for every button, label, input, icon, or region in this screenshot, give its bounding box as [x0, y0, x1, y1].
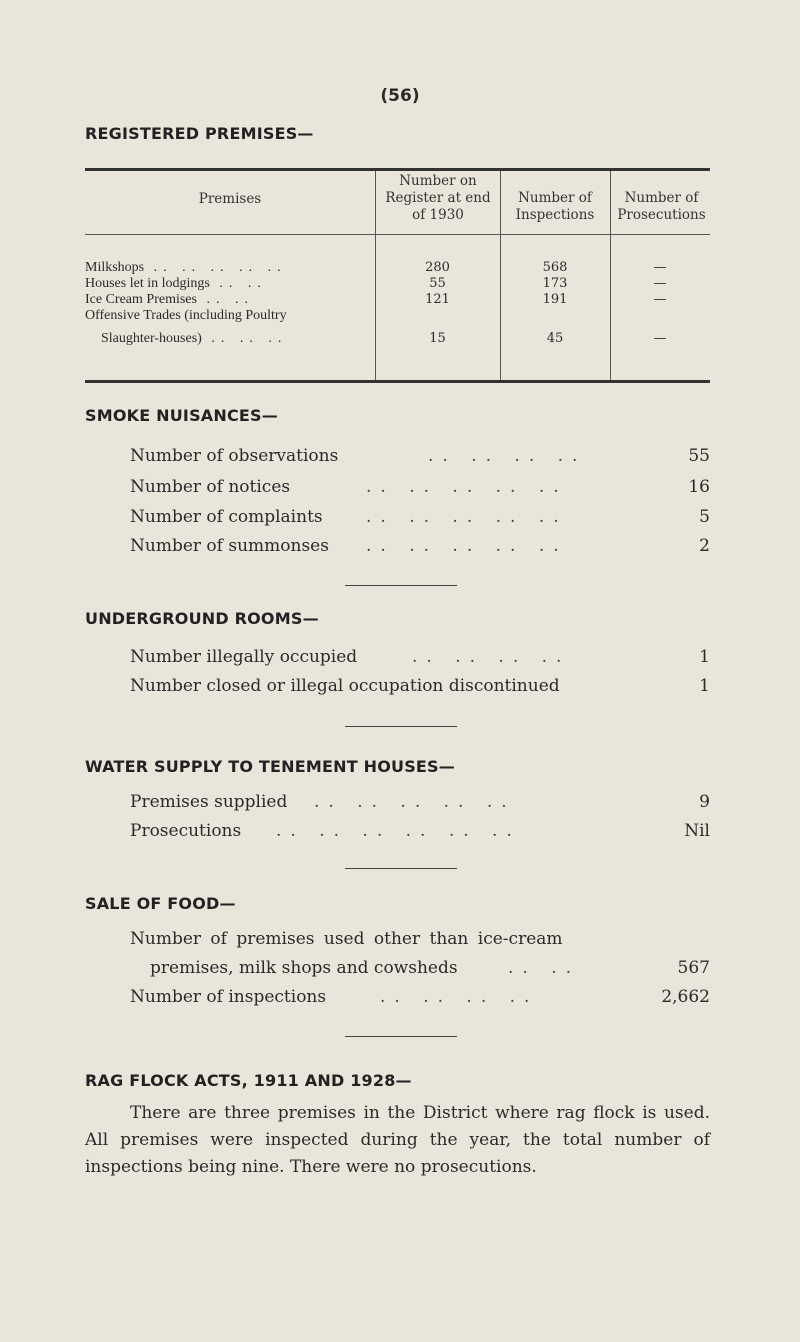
section-divider — [345, 1036, 457, 1037]
item-label: Number of premises used other than ice-cream — [130, 929, 563, 949]
row-label: Ice Cream Premises — [85, 292, 197, 307]
item-value: 55 — [688, 446, 710, 466]
rag-flock-paragraph — [85, 1100, 710, 1181]
item-value: 1 — [699, 676, 710, 696]
row-label: Houses let in lodgings — [85, 276, 210, 291]
item-value: 1 — [699, 647, 710, 667]
item-label: Number of summonses — [130, 536, 329, 556]
table-bottom-rule — [85, 380, 710, 383]
item-label: Number illegally occupied — [130, 647, 358, 667]
section-divider — [345, 726, 457, 727]
inspections-value: 45 — [546, 331, 564, 346]
header-rule — [85, 234, 710, 235]
table-top-rule — [85, 168, 710, 171]
item-value: 16 — [688, 477, 710, 497]
register-value: 15 — [429, 331, 446, 346]
item-value: 9 — [699, 792, 710, 812]
item-label: Number closed or illegal occupation discontinued — [130, 676, 560, 696]
prosecutions-value: — — [653, 331, 667, 346]
row-label: Milkshops — [85, 260, 145, 275]
item-label: Prosecutions — [130, 821, 242, 841]
item-label: Premises supplied — [130, 792, 288, 812]
registered-premises-table: Premises Number on Register at end of 1930 Number of Inspections Number of Prosecutions Milkshops .. .. .. .. .. 280 568 — Houses let in lodgings .. .. 55 173 — Ice Cream Premises .. .. 121 191 — Offensive Trades (including Poultry Slaughter-houses) .. .. .. 15 45 — — [85, 168, 710, 385]
item-value: Nil — [684, 821, 710, 841]
item-label: Number of observations — [130, 446, 339, 466]
column-header-prosecutions: Number of Prosecutions — [617, 190, 706, 223]
item-value: 5 — [699, 507, 710, 527]
paragraph-text: There are three premises in the District where rag flock is used. All premises were inspected during the year, the total number of inspections being nine. There were no prosecutions. — [85, 1103, 710, 1177]
item-value: 2 — [699, 536, 710, 556]
register-value: 121 — [425, 292, 450, 307]
section-heading-registered-premises: REGISTERED PREMISES— — [85, 124, 314, 143]
section-heading-rag-flock: RAG FLOCK ACTS, 1911 AND 1928— — [85, 1071, 412, 1090]
item-value: 567 — [677, 958, 710, 978]
prosecutions-value: — — [653, 276, 667, 291]
section-heading-underground-rooms: UNDERGROUND ROOMS— — [85, 609, 319, 628]
item-label: Number of notices — [130, 477, 291, 497]
page-number: (56) — [380, 86, 420, 106]
item-value: 2,662 — [661, 987, 710, 1007]
item-label: Number of complaints — [130, 507, 323, 527]
item-label-continued: premises, milk shops and cowsheds — [150, 958, 458, 978]
section-divider — [345, 585, 457, 586]
prosecutions-value: — — [653, 260, 667, 275]
section-heading-water-supply: WATER SUPPLY TO TENEMENT HOUSES— — [85, 757, 455, 776]
inspections-value: 191 — [542, 292, 568, 307]
register-value: 280 — [425, 260, 450, 275]
section-divider — [345, 868, 457, 869]
row-label-continued: Slaughter-houses) — [101, 331, 202, 346]
register-value: 55 — [429, 276, 446, 291]
column-header-inspections: Number of Inspections — [515, 190, 595, 223]
section-heading-smoke-nuisances: SMOKE NUISANCES— — [85, 406, 278, 425]
inspections-value: 568 — [542, 260, 568, 275]
row-label: Offensive Trades (including Poultry — [85, 308, 287, 323]
inspections-value: 173 — [542, 276, 568, 291]
list-item: Number of premises used other than ice-cream premises, milk shops and cowsheds .. .. 567 — [130, 929, 710, 978]
item-label: Number of inspections — [130, 987, 327, 1007]
column-header-register: Number on Register at end of 1930 — [385, 173, 491, 223]
prosecutions-value: — — [653, 292, 667, 307]
section-heading-sale-of-food: SALE OF FOOD— — [85, 894, 236, 913]
column-header-premises: Premises — [198, 191, 262, 207]
